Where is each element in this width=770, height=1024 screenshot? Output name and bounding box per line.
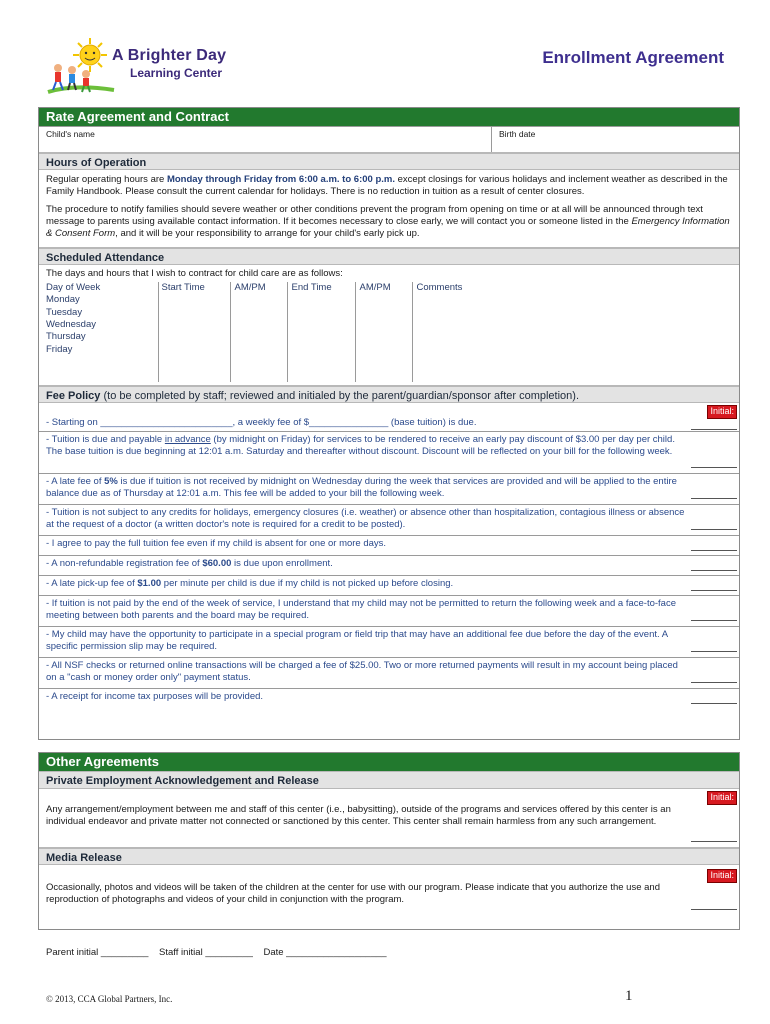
fee-item-credits: - Tuition is not subject to any credits for holidays, emergency closures (i.e. weather) or absence other than hospitalization, contagious illness or absence at the request of a doctor (a written doctor's note is required for a credit to be posted). [39, 504, 739, 535]
col-ampm-1: AM/PM [230, 282, 287, 294]
initial-line[interactable] [691, 682, 737, 683]
fee-item-receipt: - A receipt for income tax purposes will be provided. [39, 688, 739, 708]
date-field[interactable]: Date ___________________ [263, 947, 387, 958]
hours-paragraph-2: The procedure to notify families should severe weather or other conditions prevent the program from opening on time or at all will be announced through text message to parents using available contact information. If it becomes necessary to close early, we will contact you or someone listed in the Emergency Information & Consent Form, and it will be your responsibility to arrange for your child's early pick up. [46, 203, 730, 240]
logo-subtitle: Learning Center [130, 66, 223, 80]
media-release-heading: Media Release [39, 847, 739, 865]
page-number: 1 [625, 988, 633, 1004]
initial-line[interactable] [691, 909, 737, 910]
rate-agreement-section [38, 107, 740, 740]
center-logo [44, 36, 244, 108]
fee-item-special-program: - My child may have the opportunity to participate in a special program or field trip that may have an additional fee due before the day of the event. A specific permission slip may be required. [39, 626, 739, 657]
col-end-time: End Time [287, 282, 355, 294]
logo-title: A Brighter Day [112, 47, 227, 64]
media-release-text: Occasionally, photos and videos will be taken of the children at the center for use with our program. Please indicate that you authorize the use and reproduction of photographs and videos of your child in conjunction with the program. [46, 882, 660, 906]
initial-line[interactable] [691, 550, 737, 551]
attendance-intro: The days and hours that I wish to contract for child care are as follows: [46, 267, 343, 279]
parent-initial-field[interactable]: Parent initial _________ [46, 947, 149, 958]
col-ampm-2: AM/PM [355, 282, 412, 294]
initial-line[interactable] [691, 467, 737, 468]
day-thursday: Thursday [45, 331, 158, 343]
attendance-table [45, 282, 735, 382]
initial-line[interactable] [691, 651, 737, 652]
initial-label: Initial: [707, 405, 737, 419]
attendance-header-row [45, 282, 735, 294]
document-title: Enrollment Agreement [542, 48, 724, 67]
private-employment-block [39, 789, 739, 847]
col-day: Day of Week [45, 282, 158, 294]
initial-line[interactable] [691, 703, 737, 704]
initial-line[interactable] [691, 841, 737, 842]
col-comments: Comments [416, 282, 463, 294]
other-agreements-heading: Other Agreements [39, 753, 739, 771]
initial-line[interactable] [691, 529, 737, 530]
fee-item-start-date: Initial: - Starting on _________________________, a weekly fee of $_______________ (base tuition) is due. [39, 403, 739, 431]
hours-highlight: Monday through Friday from 6:00 a.m. to 6:00 p.m. [166, 174, 395, 185]
day-tuesday: Tuesday [45, 307, 158, 319]
fee-item-late-fee: - A late fee of 5% is due if tuition is not received by midnight on Wednesday during the week that services are provided and will be applied to the entire balance due as of Thursday at 12:01 a.m. This fee will be added to your bill the following week. [39, 473, 739, 504]
initial-line[interactable] [691, 590, 737, 591]
fee-item-full-tuition: - I agree to pay the full tuition fee even if my child is absent for one or more days. [39, 535, 739, 555]
fee-item-registration: - A non-refundable registration fee of $60.00 is due upon enrollment. [39, 555, 739, 575]
fee-policy-heading: Fee Policy (to be completed by staff; reviewed and initialed by the parent/guardian/sponsor after completion). [39, 385, 739, 403]
other-agreements-section [38, 752, 740, 930]
child-name-field[interactable] [39, 127, 492, 152]
fee-item-late-pickup: - A late pick-up fee of $1.00 per minute per child is due if my child is not picked up before closing. [39, 575, 739, 595]
hours-heading: Hours of Operation [39, 152, 739, 170]
initial-line[interactable] [691, 570, 737, 571]
initial-line[interactable] [691, 498, 737, 499]
initial-label: Initial: [707, 791, 737, 805]
table-row [45, 331, 735, 343]
table-row [45, 319, 735, 331]
attendance-heading: Scheduled Attendance [39, 247, 739, 265]
fee-item-nonpayment: - If tuition is not paid by the end of the week of service, I understand that my child may not be permitted to return the following week and a face-to-face meeting between both parents and the board may be required. [39, 595, 739, 626]
fee-item-due-in-advance: - Tuition is due and payable in advance (by midnight on Friday) for services to be rendered to receive an early pay discount of $3.00 per day per child. The base tuition is due beginning at 12:01 a.m. Saturday and thereafter without discount. Discount will be reflected on your bill for the following week. [39, 431, 739, 473]
table-row [45, 307, 735, 319]
signature-row [46, 947, 387, 959]
child-name-label: Child's name [46, 129, 95, 139]
initial-line[interactable] [691, 429, 737, 430]
day-wednesday: Wednesday [45, 319, 158, 331]
private-employment-text: Any arrangement/employment between me and staff of this center (i.e., babysitting), outside of the programs and services offered by this center is an individual endeavor and private matter not connected or sanctioned by this center. This center shall remain harmless from any such arrangement. [46, 804, 671, 828]
day-monday: Monday [45, 294, 158, 306]
rate-agreement-heading: Rate Agreement and Contract [39, 108, 739, 126]
hours-paragraph-1: Regular operating hours are Monday through Friday from 6:00 a.m. to 6:00 p.m. except closings for various holidays and inclement weather as described in the Family Handbook. Please consult the current calendar for holidays. There is no reduction in tuition as a result of center closures. [46, 174, 728, 198]
media-release-block [39, 865, 739, 915]
initial-line[interactable] [691, 620, 737, 621]
initial-label: Initial: [707, 869, 737, 883]
table-row [45, 294, 735, 306]
table-row [45, 344, 735, 356]
col-start-time: Start Time [158, 282, 230, 294]
child-info-row [39, 126, 739, 152]
private-employment-heading: Private Employment Acknowledgement and Release [39, 771, 739, 789]
staff-initial-field[interactable]: Staff initial _________ [159, 947, 253, 958]
copyright: © 2013, CCA Global Partners, Inc. [46, 994, 173, 1004]
day-friday: Friday [45, 344, 158, 356]
fee-item-nsf: - All NSF checks or returned online transactions will be charged a fee of $25.00. Two or more returned payments will result in my account being placed on a "cash or money order only" payment status. [39, 657, 739, 688]
birth-date-field[interactable] [492, 127, 739, 152]
birth-date-label: Birth date [499, 129, 536, 139]
table-row [45, 356, 735, 382]
emergency-form-name: Emergency Information & Consent Form [46, 216, 730, 240]
